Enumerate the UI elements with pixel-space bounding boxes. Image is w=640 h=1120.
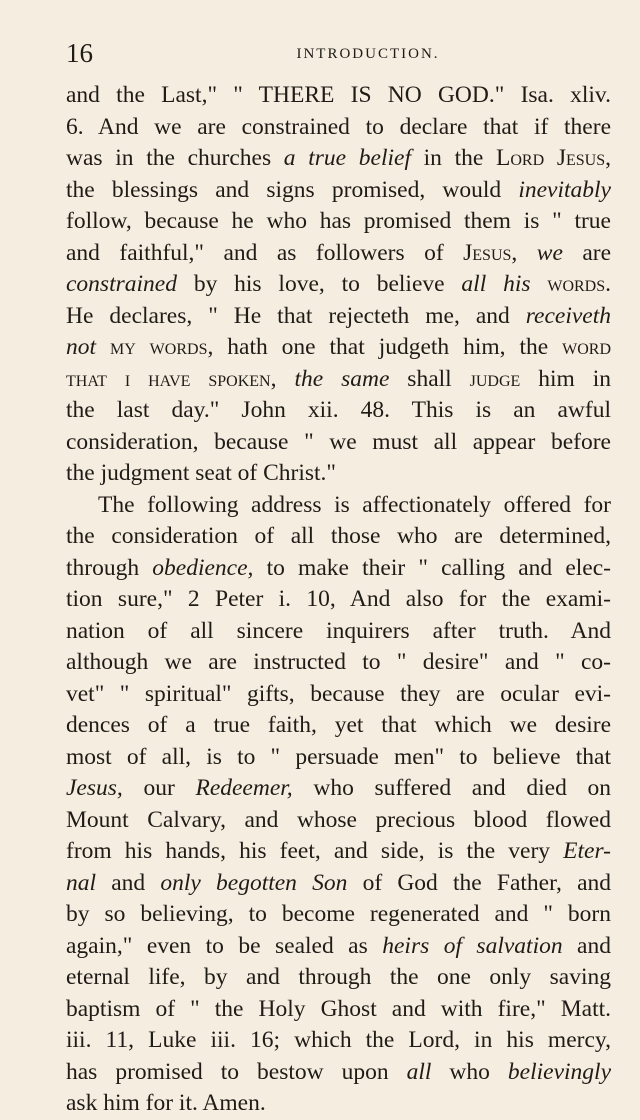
running-title: INTRODUCTION. [296, 46, 440, 62]
text-line: consideration, because " we must all appear before [66, 428, 611, 455]
text-line: The following address is affectionately offered for [98, 491, 611, 518]
text-line: and faithful," and as followers of Jesus, we are [66, 239, 612, 266]
text-line: Jesus, our Redeemer, who suffered and died on [66, 775, 611, 801]
body-text [66, 80, 611, 1120]
text-line: constrained by his love, to believe all his words. [66, 271, 611, 297]
text-line: was in the churches a true belief in the Lord Jesus, [66, 145, 611, 171]
page-header [66, 38, 600, 72]
text-line: nation of all sincere inquirers after truth. And [66, 617, 611, 644]
text-line: the consideration of all those who are determined, [66, 523, 611, 549]
text-line: dences of a true faith, yet that which we desire [66, 712, 611, 738]
text-line: ask him for it. Amen. [66, 1090, 266, 1116]
text-line: iii. 11, Luke iii. 16; which the Lord, in his mercy, [66, 1027, 611, 1053]
text-line: most of all, is to " persuade men" to believe that [66, 743, 611, 770]
text-line: and the Last," " THERE IS NO GOD." Isa. xliv. [66, 82, 611, 108]
text-line: Mount Calvary, and whose precious blood flowed [66, 806, 611, 833]
text-line: by so believing, to become regenerated and " born [66, 901, 611, 927]
text-line: eternal life, by and through the one only saving [66, 964, 611, 990]
text-line: although we are instructed to " desire" and " co- [66, 649, 611, 675]
text-line: vet" " spiritual" gifts, because they are ocular evi- [66, 680, 611, 707]
page-number: 16 [66, 38, 93, 68]
text-line: 6. And we are constrained to declare that if there [66, 113, 611, 140]
text-line: again," even to be sealed as heirs of salvation and [66, 932, 611, 959]
text-line: the blessings and signs promised, would inevitably [66, 176, 611, 203]
text-line: the last day." John xii. 48. This is an awful [66, 397, 611, 423]
text-line: not my words, hath one that judgeth him, the word [66, 334, 612, 360]
text-line: baptism of " the Holy Ghost and with fire," Matt. [66, 995, 611, 1022]
text-line: nal and only begotten Son of God the Father, and [66, 869, 611, 896]
text-line: from his hands, his feet, and side, is the very Eter- [66, 838, 611, 864]
text-line: through obedience, to make their " calling and elec- [66, 554, 611, 581]
text-line: has promised to bestow upon all who believingly [66, 1058, 611, 1085]
text-line: He declares, " He that rejecteth me, and receiveth [66, 302, 611, 329]
text-line: the judgment seat of Christ." [66, 460, 337, 486]
text-line: tion sure," 2 Peter i. 10, And also for the exami- [66, 586, 611, 612]
text-line: that i have spoken, the same shall judge him in [66, 365, 611, 392]
text-line: follow, because he who has promised them is " true [66, 208, 611, 234]
